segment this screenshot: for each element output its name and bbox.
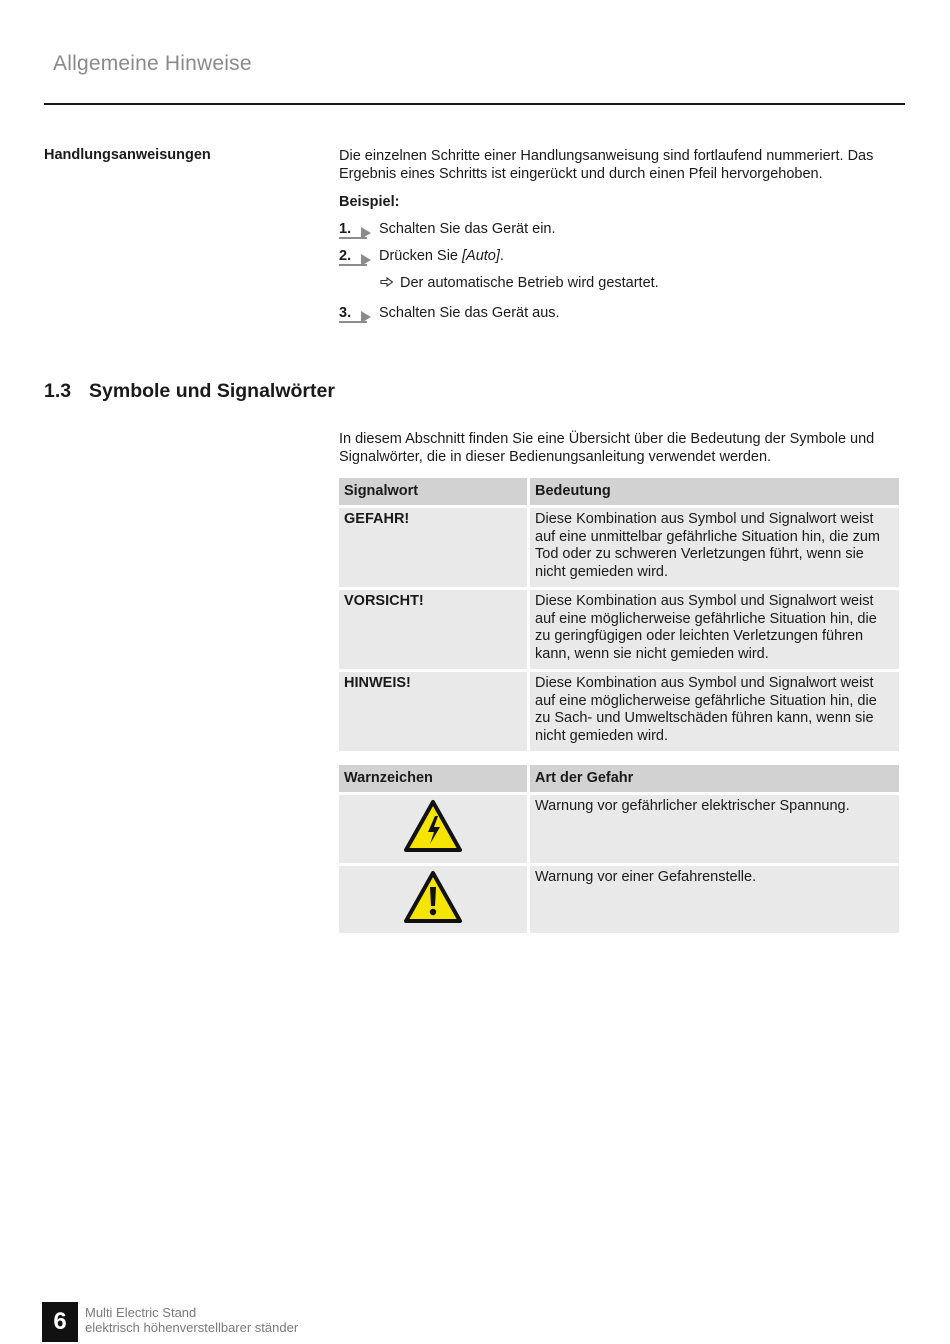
signal-meaning: Diese Kombination aus Symbol und Signalwort weist auf eine möglicherweise gefährliche Situation hin, die zu geringfügigen oder leichten Verletzungen führen kann, wenn sie nicht gemieden wird. [530, 590, 899, 669]
header-art-der-gefahr: Art der Gefahr [530, 765, 899, 792]
signal-word: VORSICHT! [339, 590, 527, 669]
signal-word: GEFAHR! [339, 508, 527, 587]
section-number: 1.3 [44, 380, 72, 402]
signal-meaning: Diese Kombination aus Symbol und Signalwort weist auf eine unmittelbar gefährliche Situation hin, die zum Tod oder zu schweren Verletzungen führt, wenn sie nicht gemieden wird. [530, 508, 899, 587]
step-number: 2. [339, 248, 352, 264]
warning-symbol-cell [339, 795, 527, 863]
table-row [339, 508, 899, 587]
step-result [380, 274, 659, 292]
page-header-title: Allgemeine Hinweise [53, 52, 252, 75]
step-text: Schalten Sie das Gerät ein. [379, 221, 556, 237]
step-underline [339, 264, 367, 266]
step-underline [339, 321, 367, 323]
section-title: Symbole und Signalwörter [89, 380, 335, 402]
table-row [339, 795, 899, 863]
signal-word: HINWEIS! [339, 672, 527, 751]
page-number: 6 [42, 1302, 78, 1342]
step-text-key: [Auto] [462, 248, 500, 264]
high-voltage-warning-icon [403, 799, 463, 853]
footer-product-description: elektrisch höhenverstellbarer ständer [85, 1320, 299, 1335]
section-heading [44, 380, 335, 403]
warning-description: Warnung vor einer Gefahrenstelle. [530, 866, 899, 934]
table-header-row [339, 478, 899, 505]
table-row [339, 590, 899, 669]
instructions-label: Handlungsanweisungen [44, 147, 211, 163]
warning-symbol-cell [339, 866, 527, 934]
step-text [379, 247, 504, 265]
table-row [339, 866, 899, 934]
section-intro: In diesem Abschnitt finden Sie eine Übersicht über die Bedeutung der Symbole und Signalwörter, die in dieser Bedienungsanleitung verwendet werden. [339, 431, 875, 465]
table-row [339, 672, 899, 751]
hollow-arrow-icon [380, 274, 400, 292]
warning-description: Warnung vor gefährlicher elektrischer Spannung. [530, 795, 899, 863]
step-text-after: . [499, 248, 504, 264]
step-text-before: Drücken Sie [379, 248, 463, 264]
step-number: 3. [339, 305, 352, 321]
header-bedeutung: Bedeutung [530, 478, 899, 505]
step-underline [339, 237, 367, 239]
step-number: 1. [339, 221, 352, 237]
example-label: Beispiel: [339, 194, 400, 210]
step-text: Schalten Sie das Gerät aus. [379, 305, 560, 321]
footer-product-name: Multi Electric Stand [85, 1305, 197, 1320]
general-warning-icon [403, 870, 463, 924]
header-divider [44, 103, 905, 105]
signal-meaning: Diese Kombination aus Symbol und Signalwort weist auf eine möglicherweise gefährliche Situation hin, die zu Sach- und Umweltschäden führen kann, wenn sie nicht gemieden wird. [530, 672, 899, 751]
header-signalwort: Signalwort [339, 478, 527, 505]
header-warnzeichen: Warnzeichen [339, 765, 527, 792]
warning-sign-table [336, 762, 902, 936]
table-header-row [339, 765, 899, 792]
result-text: Der automatische Betrieb wird gestartet. [400, 275, 659, 291]
instructions-intro: Die einzelnen Schritte einer Handlungsanweisung sind fortlaufend nummeriert. Das Ergebnis eines Schritts ist eingerückt und durch einen Pfeil hervorgehoben. [339, 148, 874, 182]
signal-word-table [336, 475, 902, 754]
